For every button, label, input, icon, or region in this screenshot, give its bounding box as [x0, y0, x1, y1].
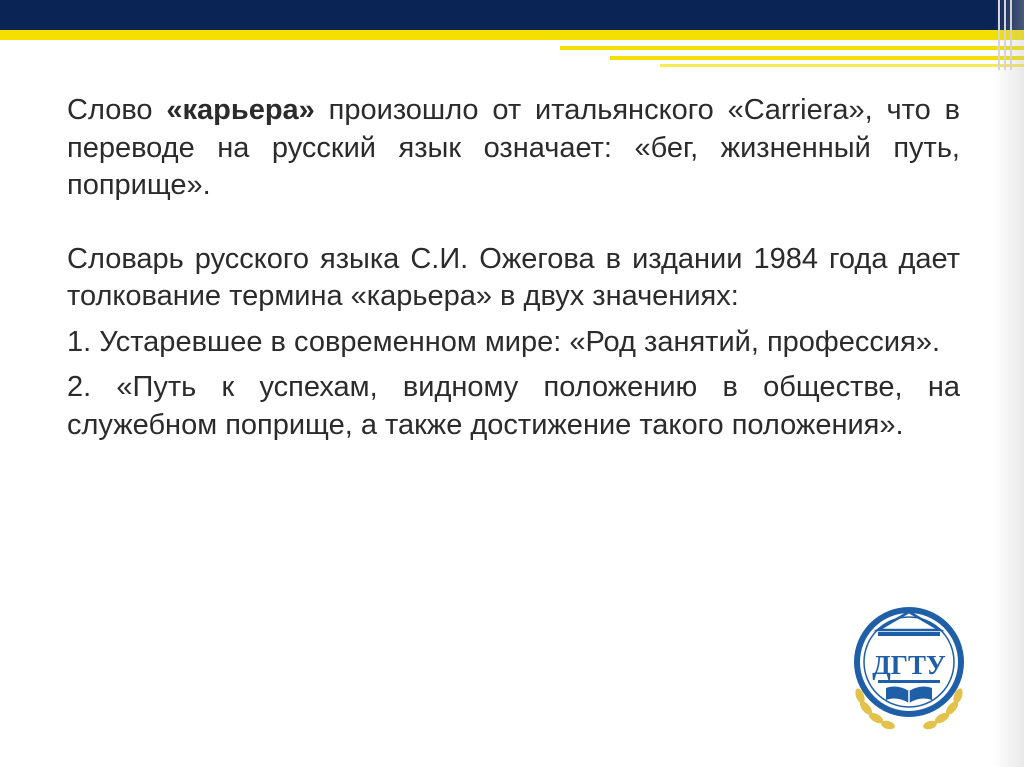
top-banner-bar	[0, 0, 1024, 30]
yellow-stripe-thin	[610, 56, 1024, 60]
slide-edge-shadow	[994, 0, 1024, 767]
definition-item-2: 2. «Путь к успехам, видному положению в обществе, на служебном поприще, а также достижение такого положения».	[67, 371, 960, 441]
paragraph-text-start: Слово	[67, 94, 167, 126]
logo-letters: ДГТУ	[872, 650, 946, 680]
yellow-stripe-thin	[560, 46, 1024, 50]
paragraph-text-end: произошло от итальянского «Carriera», что в переводе на русский язык означает: «бег, жизненный путь, поприще».	[67, 94, 960, 201]
term-bold: «карьера»	[166, 94, 315, 126]
university-logo	[850, 596, 968, 734]
paragraph-etymology	[67, 92, 960, 205]
definition-item-1: 1. Устаревшее в современном мире: «Род занятий, профессия».	[67, 325, 941, 358]
yellow-stripe	[0, 30, 1024, 40]
slide-body	[67, 92, 960, 444]
yellow-stripe-thin	[660, 64, 1024, 67]
paragraph-dictionary: Словарь русского языка С.И. Ожегова в издании 1984 года дает толкование термина «карьера» в двух значениях:	[67, 242, 960, 312]
